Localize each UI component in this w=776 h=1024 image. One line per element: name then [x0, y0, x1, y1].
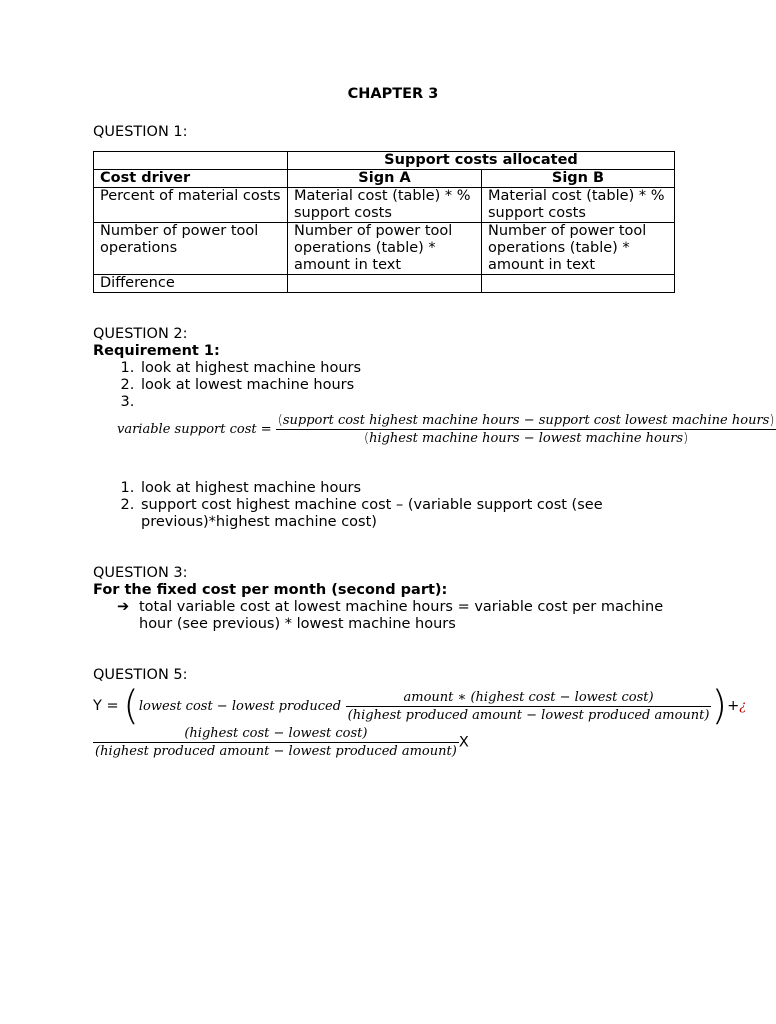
- cell-sign-b: Number of power tool operations (table) * amount in text: [482, 223, 675, 275]
- q5-numerator-1: amount ∗ (highest cost − lowest cost): [346, 690, 712, 707]
- cell-sign-a: Material cost (table) * % support costs: [288, 188, 482, 223]
- col-header-sign-a: Sign A: [288, 170, 482, 188]
- formula-fraction: (support cost highest machine hours − support cost lowest machine hours) (highest machine hours − lowest machine hours): [277, 413, 775, 446]
- cell-sign-a: [288, 275, 482, 293]
- cell-sign-a: Number of power tool operations (table) * amount in text: [288, 223, 482, 275]
- table-row: [94, 275, 675, 293]
- y-label: Y =: [93, 698, 119, 714]
- x-label: X: [458, 734, 469, 751]
- formula-lead: lowest cost − lowest produced: [138, 699, 342, 714]
- variable-support-cost-formula: [117, 413, 775, 446]
- table-row: [94, 188, 675, 223]
- table-row: [94, 223, 675, 275]
- q2-heading: QUESTION 2:: [93, 326, 188, 342]
- q5-fraction-1: [346, 690, 712, 723]
- table-header-blank: [94, 152, 288, 170]
- document-page: [93, 86, 775, 759]
- formula-denominator: highest machine hours − lowest machine hours: [369, 431, 684, 446]
- q5-fraction-2: [93, 726, 459, 759]
- list-item: 2. look at lowest machine hours: [139, 377, 693, 394]
- table-header-row-1: [94, 152, 675, 170]
- plus-sign: +: [727, 698, 740, 714]
- error-glyph: ¿: [739, 699, 747, 714]
- col-header-driver: Cost driver: [94, 170, 288, 188]
- list-item: 1. look at highest machine hours: [139, 360, 693, 377]
- list-item: [117, 599, 693, 633]
- q5-numerator-2: (highest cost − lowest cost): [93, 726, 459, 743]
- cell-driver: Number of power tool operations: [94, 223, 288, 275]
- q2-requirement: Requirement 1:: [93, 343, 220, 359]
- q5-formula-line-2: [93, 726, 693, 759]
- cell-driver: Percent of material costs: [94, 188, 288, 223]
- q3-subheading: For the fixed cost per month (second part):: [93, 582, 448, 598]
- q2-steps-list-2: [93, 480, 693, 531]
- table-header-row-2: [94, 170, 675, 188]
- q5-denominator-1: (highest produced amount − lowest produced amount): [347, 707, 710, 723]
- q3-bullet-list: [93, 599, 693, 633]
- cell-sign-b: [482, 275, 675, 293]
- cost-allocation-table: [93, 151, 675, 293]
- q5-formula-line-1: Y = (lowest cost − lowest produced $\frac{\text{amount ∗ (highest cost − lowest cost)}}{\text{(highest produced amount − lowest produced amount)}}$ )+¿: [93, 683, 747, 729]
- list-item: [139, 394, 693, 411]
- q2-steps-list: [93, 360, 693, 411]
- q5-denominator-2: (highest produced amount − lowest produced amount): [95, 744, 457, 759]
- list-item: 1. look at highest machine hours: [139, 480, 693, 497]
- formula-lhs: variable support cost =: [117, 422, 272, 437]
- formula-numerator: support cost highest machine hours − support cost lowest machine hours: [282, 413, 770, 428]
- q3-heading: QUESTION 3:: [93, 565, 188, 581]
- chapter-title: CHAPTER 3: [347, 86, 439, 102]
- col-header-sign-b: Sign B: [482, 170, 675, 188]
- cell-sign-b: Material cost (table) * % support costs: [482, 188, 675, 223]
- cell-driver: Difference: [94, 275, 288, 293]
- q5-heading: QUESTION 5:: [93, 667, 188, 683]
- q1-heading: QUESTION 1:: [93, 124, 188, 140]
- list-item: 2. support cost highest machine cost – (variable support cost (see previous)*highest machine cost): [139, 497, 693, 531]
- table-group-header: Support costs allocated: [288, 152, 675, 170]
- list-item-text: total variable cost at lowest machine hours = variable cost per machine hour (see previous) * lowest machine hours: [139, 599, 664, 632]
- arrow-right-icon: ➔: [117, 599, 130, 615]
